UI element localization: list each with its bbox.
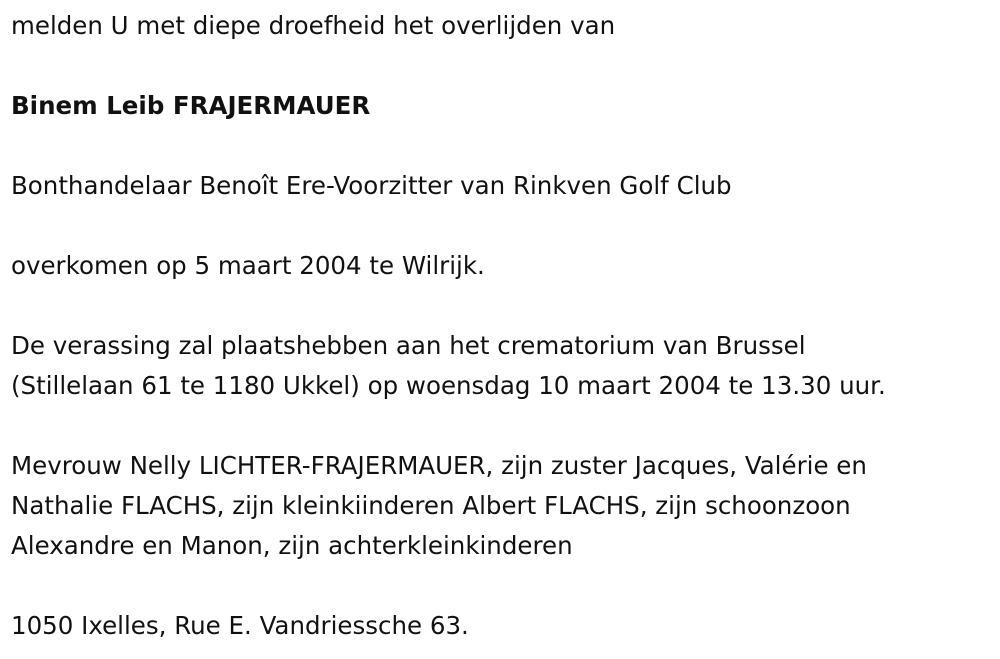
family-line-2: Nathalie FLACHS, zijn kleinkiinderen Albert FLACHS, zijn schoonzoon: [11, 491, 851, 520]
ceremony-info: [11, 326, 1000, 406]
death-info: overkomen op 5 maart 2004 te Wilrijk.: [11, 251, 485, 280]
ceremony-line-1: De verassing zal plaatshebben aan het crematorium van Brussel: [11, 331, 806, 360]
deceased-name: Binem Leib FRAJERMAUER: [11, 91, 371, 120]
intro-text: melden U met diepe droefheid het overlijden van: [11, 11, 616, 40]
family-line-3: Alexandre en Manon, zijn achterkleinkinderen: [11, 531, 573, 560]
ceremony-line-2: (Stillelaan 61 te 1180 Ukkel) op woensdag 10 maart 2004 te 13.30 uur.: [11, 371, 886, 400]
family-line-1: Mevrouw Nelly LICHTER-FRAJERMAUER, zijn zuster Jacques, Valérie en: [11, 451, 867, 480]
contact-address: 1050 Ixelles, Rue E. Vandriessche 63.: [11, 611, 469, 640]
family-list: [11, 446, 1000, 566]
deceased-title: Bonthandelaar Benoît Ere-Voorzitter van Rinkven Golf Club: [11, 171, 732, 200]
